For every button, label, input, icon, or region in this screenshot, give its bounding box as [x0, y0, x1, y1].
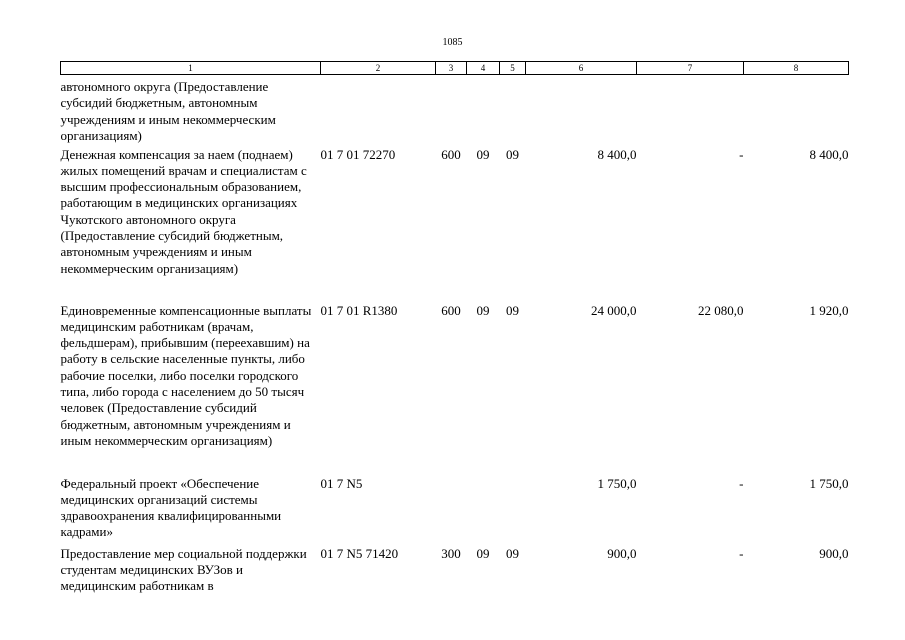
row-name-cell: автономного округа (Предоставление субсидий бюджетным, автономным учреждениям и иным некоммерческим организациям) [60, 79, 276, 143]
row-name-cell: Федеральный проект «Обеспечение медицинских организаций системы здравоохранения квалифицированными кадрами» [60, 475, 282, 540]
row-col6-cell [526, 75, 637, 145]
header-col-4: 4 [467, 62, 500, 75]
row-col3-cell: 300 [441, 545, 461, 561]
header-col-3: 3 [436, 62, 467, 75]
budget-table [60, 61, 849, 594]
row-col6-cell: 900,0 [607, 545, 637, 561]
column-number-header-row [61, 62, 849, 75]
row-col3-cell [436, 474, 467, 544]
row-col3-cell [436, 75, 467, 145]
row-col7-cell: - [739, 545, 744, 561]
table-row [61, 544, 849, 595]
row-col8-cell: 8 400,0 [809, 146, 849, 162]
row-col5-cell: 09 [506, 146, 519, 162]
row-code-cell: 01 7 01 72270 [320, 146, 396, 162]
row-col4-cell [467, 75, 500, 145]
row-code-cell: 01 7 01 R1380 [320, 302, 398, 318]
row-code-cell: 01 7 N5 71420 [320, 545, 399, 561]
row-col4-cell: 09 [476, 545, 490, 561]
row-col4-cell [467, 474, 500, 544]
table-row [61, 474, 849, 544]
row-col3-cell: 600 [441, 302, 461, 318]
header-col-5: 5 [500, 62, 526, 75]
row-col5-cell: 09 [506, 302, 519, 318]
header-col-1: 1 [61, 62, 321, 75]
row-col8-cell: 1 920,0 [809, 302, 849, 318]
page-number: 1085 [442, 37, 463, 48]
row-col6-cell: 8 400,0 [597, 146, 637, 162]
row-col5-cell [500, 75, 526, 145]
row-col8-cell: 1 750,0 [809, 475, 849, 491]
row-code-cell [321, 75, 436, 145]
row-col7-cell [637, 75, 744, 145]
row-col8-cell [744, 75, 849, 145]
row-name-cell: Единовременные компенсационные выплаты медицинским работникам (врачам, фельдшерам), прибывшим (переехавшим) на работу в сельские населенные пункты, либо рабочие поселки, либо поселки городского типа, либо города с населением до 50 тысяч человек (Предоставление субсидий бюджетным, автономным учреждениям и иным некоммерческим организациям) [60, 302, 312, 448]
header-col-8: 8 [744, 62, 849, 75]
row-col7-cell: - [739, 146, 744, 162]
row-col7-cell: - [739, 475, 744, 491]
row-col5-cell [500, 474, 526, 544]
table-row [61, 75, 849, 145]
row-col3-cell: 600 [441, 146, 461, 162]
table-row [61, 301, 849, 474]
row-name-cell: Денежная компенсация за наем (поднаем) жилых помещений врачам и специалистам с высшим профессиональным образованием, работающим в медицинских организациях Чукотского автономного округа (Предоставление субсидий бюджетным, автономным учреждениям и иным некоммерческим организациям) [60, 146, 307, 276]
row-col4-cell: 09 [476, 302, 490, 318]
row-col5-cell: 09 [506, 545, 519, 561]
row-col7-cell: 22 080,0 [698, 302, 744, 318]
header-col-2: 2 [321, 62, 436, 75]
header-col-6: 6 [526, 62, 637, 75]
row-col4-cell: 09 [476, 146, 490, 162]
table-row [61, 145, 849, 301]
row-col6-cell: 24 000,0 [591, 302, 637, 318]
row-code-cell: 01 7 N5 [320, 475, 363, 491]
row-col6-cell: 1 750,0 [597, 475, 637, 491]
header-col-7: 7 [637, 62, 744, 75]
row-name-cell: Предоставление мер социальной поддержки студентам медицинских ВУЗов и медицинским работникам в [60, 545, 307, 594]
row-col8-cell: 900,0 [819, 545, 849, 561]
